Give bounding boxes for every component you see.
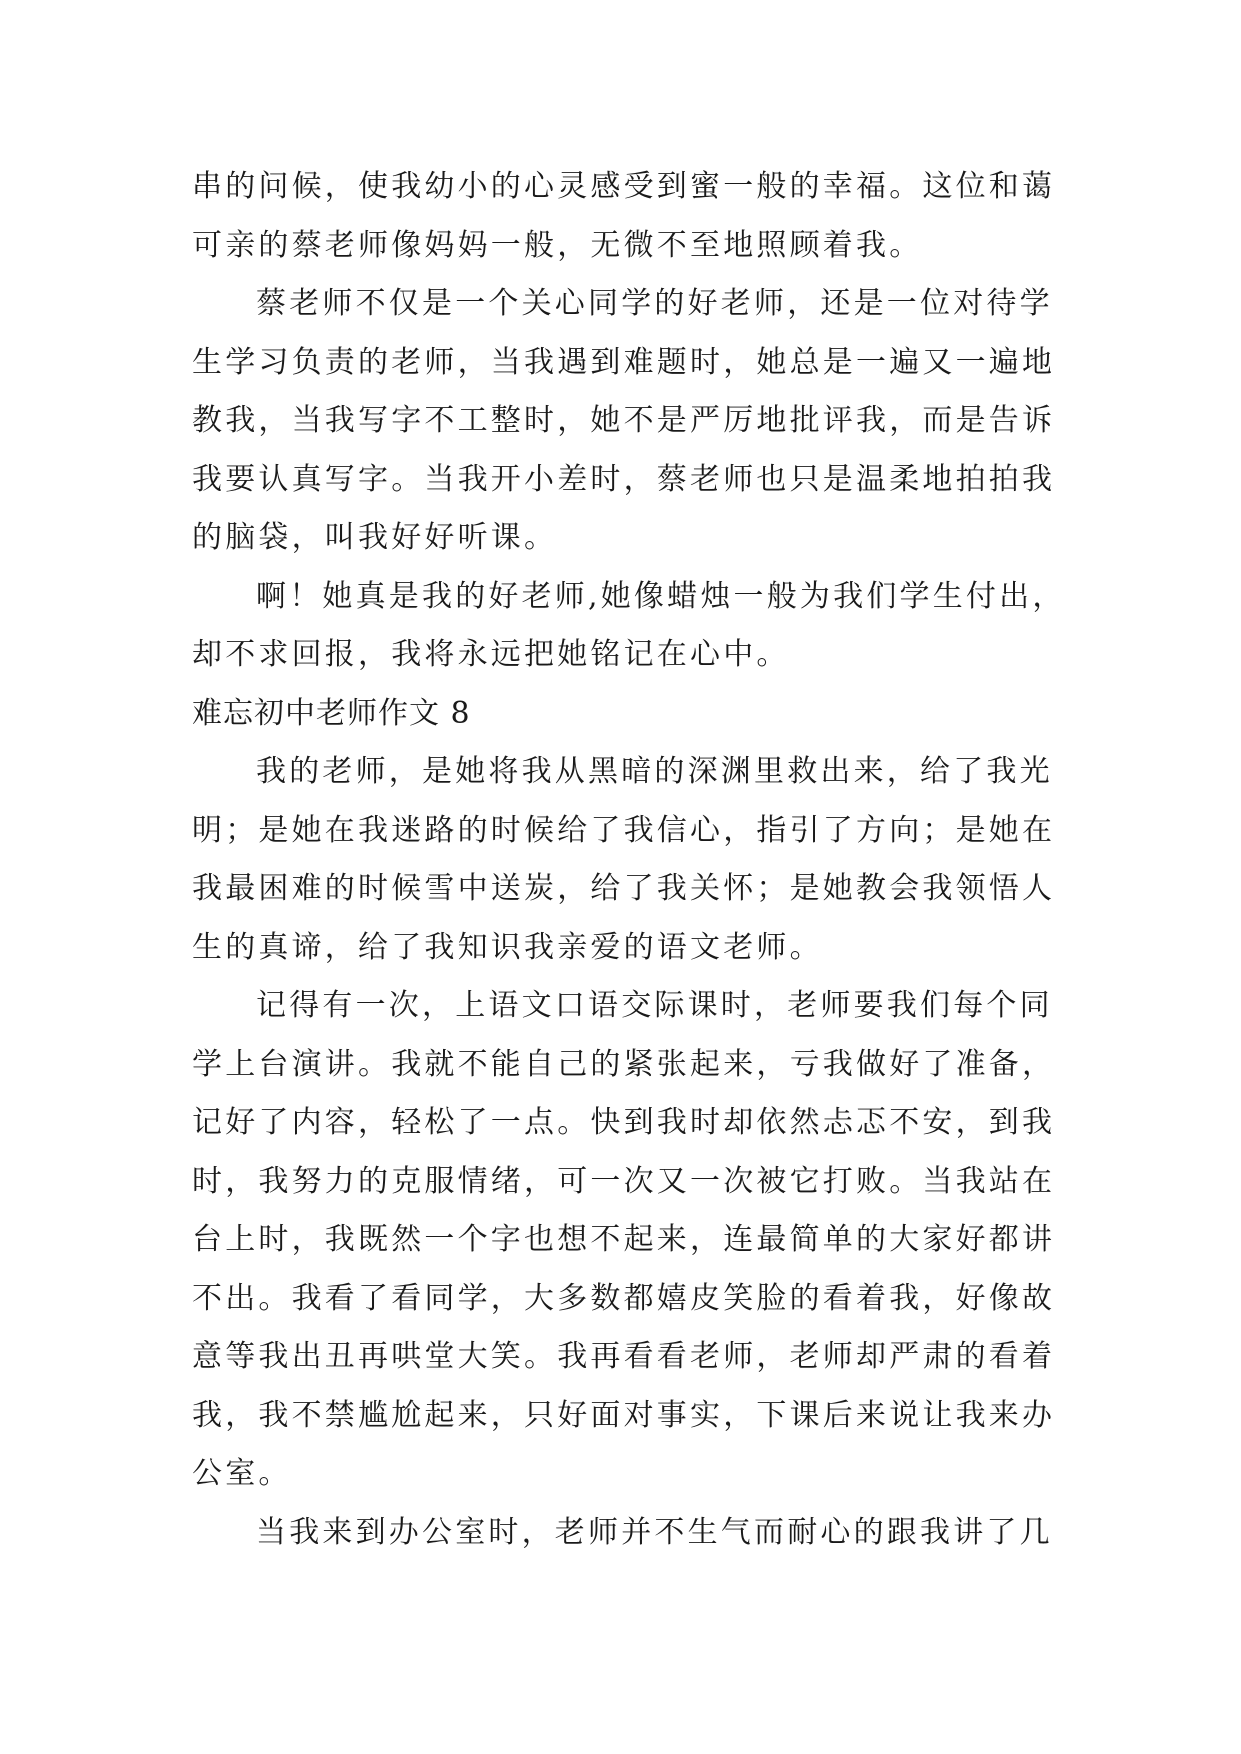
text-line: 我最困难的时候雪中送炭，给了我关怀；是她教会我领悟人 xyxy=(192,871,1056,906)
text-line: 生学习负责的老师，当我遇到难题时，她总是一遍又一遍地 xyxy=(192,344,1056,380)
text-line: 的脑袋，叫我好好听课。 xyxy=(192,520,558,555)
text-line: 时，我努力的克服情绪，可一次又一次被它打败。当我站在 xyxy=(192,1163,1056,1199)
text-line: 我，我不禁尴尬起来，只好面对事实，下课后来说让我来办 xyxy=(192,1397,1056,1433)
text-line: 可亲的蔡老师像妈妈一般，无微不至地照顾着我。 xyxy=(192,227,923,263)
text-line: 公室。 xyxy=(192,1456,292,1491)
document-body xyxy=(192,158,1066,1562)
paragraph-start-line: 记得有一次，上语文口语交际课时，老师要我们每个同 xyxy=(256,988,1053,1023)
paragraph-start-line: 蔡老师不仅是一个关心同学的好老师，还是一位对待学 xyxy=(256,286,1053,321)
text-line: 记好了内容，轻松了一点。快到我时却依然忐忑不安，到我 xyxy=(192,1105,1056,1140)
text-line: 却不求回报，我将永远把她铭记在心中。 xyxy=(192,637,790,672)
paragraph-start-line: 当我来到办公室时，老师并不生气而耐心的跟我讲了几 xyxy=(256,1514,1053,1550)
text-line: 台上时，我既然一个字也想不起来，连最简单的大家好都讲 xyxy=(192,1222,1056,1257)
text-line: 生的真谛，给了我知识我亲爱的语文老师。 xyxy=(192,929,823,965)
text-line: 意等我出丑再哄堂大笑。我再看看老师，老师却严肃的看着 xyxy=(192,1339,1056,1374)
section-heading: 难忘初中老师作文 8 xyxy=(192,695,471,731)
text-line: 不出。我看了看同学，大多数都嬉皮笑脸的看着我，好像故 xyxy=(192,1280,1056,1316)
text-line: 串的问候，使我幼小的心灵感受到蜜一般的幸福。这位和蔼 xyxy=(192,169,1056,204)
text-line: 明；是她在我迷路的时候给了我信心，指引了方向；是她在 xyxy=(192,812,1056,848)
paragraph-start-line: 啊！她真是我的好老师,她像蜡烛一般为我们学生付出， xyxy=(256,578,1066,614)
text-line: 我要认真写字。当我开小差时，蔡老师也只是温柔地拍拍我 xyxy=(192,461,1056,497)
text-line: 教我，当我写字不工整时，她不是严厉地批评我，而是告诉 xyxy=(192,403,1056,438)
paragraph-start-line: 我的老师，是她将我从黑暗的深渊里救出来，给了我光 xyxy=(256,754,1053,789)
text-line: 学上台演讲。我就不能自己的紧张起来，亏我做好了准备， xyxy=(192,1046,1056,1082)
